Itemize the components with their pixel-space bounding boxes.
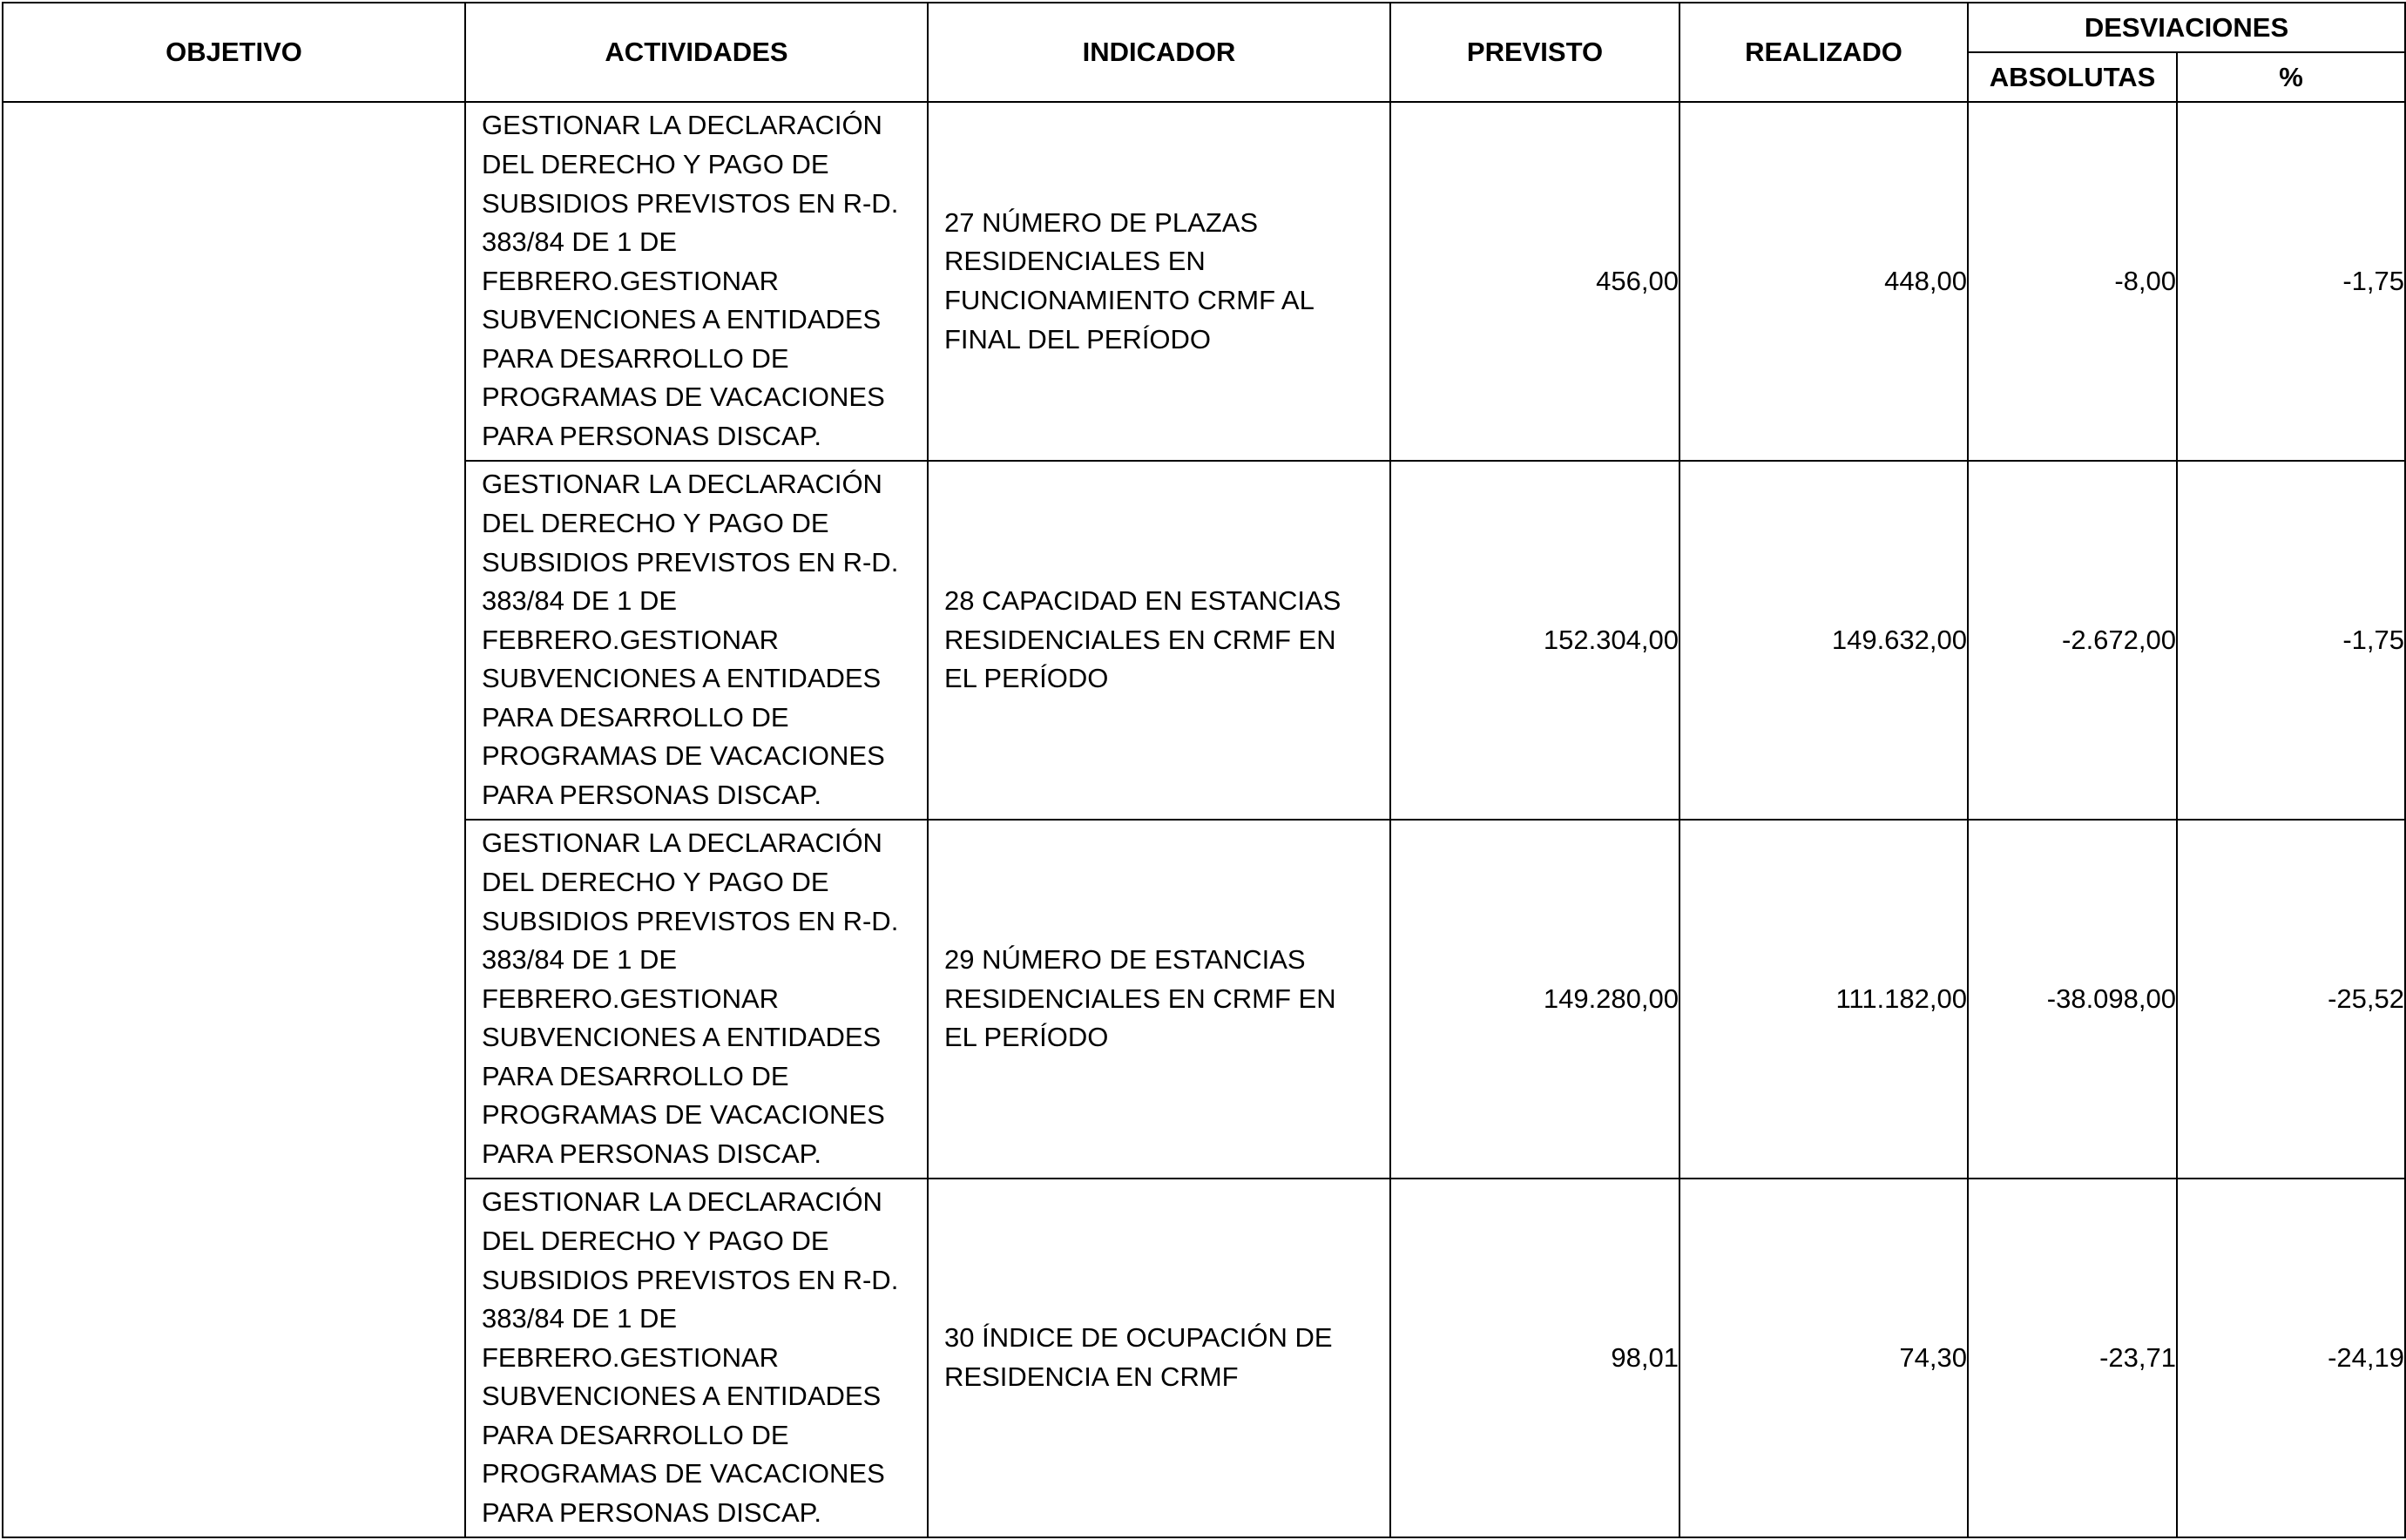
objetivo-cell: [3, 102, 465, 1537]
actividad-cell: [465, 820, 928, 1179]
porcentaje-value: -1,75: [2177, 102, 2405, 461]
header-realizado: REALIZADO: [1679, 3, 1968, 102]
indicador-text: 29 NÚMERO DE ESTANCIAS RESIDENCIALES EN CRMF EN EL PERÍODO: [944, 944, 1336, 1053]
realizado-value: 74,30: [1679, 1179, 1968, 1537]
actividad-cell: [465, 461, 928, 820]
previsto-value: 456,00: [1390, 102, 1679, 461]
indicador-text: 30 ÍNDICE DE OCUPACIÓN DE RESIDENCIA EN CRMF: [944, 1322, 1333, 1392]
realizado-value: 111.182,00: [1679, 820, 1968, 1179]
previsto-value: 152.304,00: [1390, 461, 1679, 820]
header-row: [3, 3, 2405, 52]
absolutas-value: -38.098,00: [1968, 820, 2177, 1179]
indicador-text: 28 CAPACIDAD EN ESTANCIAS RESIDENCIALES EN CRMF EN EL PERÍODO: [944, 585, 1342, 694]
indicador-cell: [928, 102, 1390, 461]
porcentaje-value: -25,52: [2177, 820, 2405, 1179]
indicador-text: 27 NÚMERO DE PLAZAS RESIDENCIALES EN FUNCIONAMIENTO CRMF AL FINAL DEL PERÍODO: [944, 206, 1315, 355]
actividad-text: GESTIONAR LA DECLARACIÓN DEL DERECHO Y PAGO DE SUBSIDIOS PREVISTOS EN R-D. 383/84 DE 1 DE FEBRERO.GESTIONAR SUBVENCIONES A ENTIDADES PARA DESARROLLO DE PROGRAMAS DE VACACIONES PARA PERSONAS DISCAP.: [482, 1186, 899, 1529]
actividad-text: GESTIONAR LA DECLARACIÓN DEL DERECHO Y PAGO DE SUBSIDIOS PREVISTOS EN R-D. 383/84 DE 1 DE FEBRERO.GESTIONAR SUBVENCIONES A ENTIDADES PARA DESARROLLO DE PROGRAMAS DE VACACIONES PARA PERSONAS DISCAP.: [482, 469, 899, 811]
absolutas-value: -23,71: [1968, 1179, 2177, 1537]
porcentaje-value: -1,75: [2177, 461, 2405, 820]
table-row: [3, 102, 2405, 461]
previsto-value: 149.280,00: [1390, 820, 1679, 1179]
header-porcentaje: %: [2177, 52, 2405, 102]
indicators-table: [2, 2, 2406, 1538]
actividad-cell: [465, 102, 928, 461]
header-previsto: PREVISTO: [1390, 3, 1679, 102]
realizado-value: 149.632,00: [1679, 461, 1968, 820]
actividad-cell: [465, 1179, 928, 1537]
header-absolutas: ABSOLUTAS: [1968, 52, 2177, 102]
absolutas-value: -8,00: [1968, 102, 2177, 461]
realizado-value: 448,00: [1679, 102, 1968, 461]
header-objetivo: OBJETIVO: [3, 3, 465, 102]
indicador-cell: [928, 461, 1390, 820]
header-indicador: INDICADOR: [928, 3, 1390, 102]
actividad-text: GESTIONAR LA DECLARACIÓN DEL DERECHO Y PAGO DE SUBSIDIOS PREVISTOS EN R-D. 383/84 DE 1 DE FEBRERO.GESTIONAR SUBVENCIONES A ENTIDADES PARA DESARROLLO DE PROGRAMAS DE VACACIONES PARA PERSONAS DISCAP.: [482, 827, 899, 1170]
header-actividades: ACTIVIDADES: [465, 3, 928, 102]
porcentaje-value: -24,19: [2177, 1179, 2405, 1537]
absolutas-value: -2.672,00: [1968, 461, 2177, 820]
actividad-text: GESTIONAR LA DECLARACIÓN DEL DERECHO Y PAGO DE SUBSIDIOS PREVISTOS EN R-D. 383/84 DE 1 DE FEBRERO.GESTIONAR SUBVENCIONES A ENTIDADES PARA DESARROLLO DE PROGRAMAS DE VACACIONES PARA PERSONAS DISCAP.: [482, 110, 899, 452]
indicador-cell: [928, 820, 1390, 1179]
indicador-cell: [928, 1179, 1390, 1537]
previsto-value: 98,01: [1390, 1179, 1679, 1537]
header-desviaciones: DESVIACIONES: [1968, 3, 2405, 52]
